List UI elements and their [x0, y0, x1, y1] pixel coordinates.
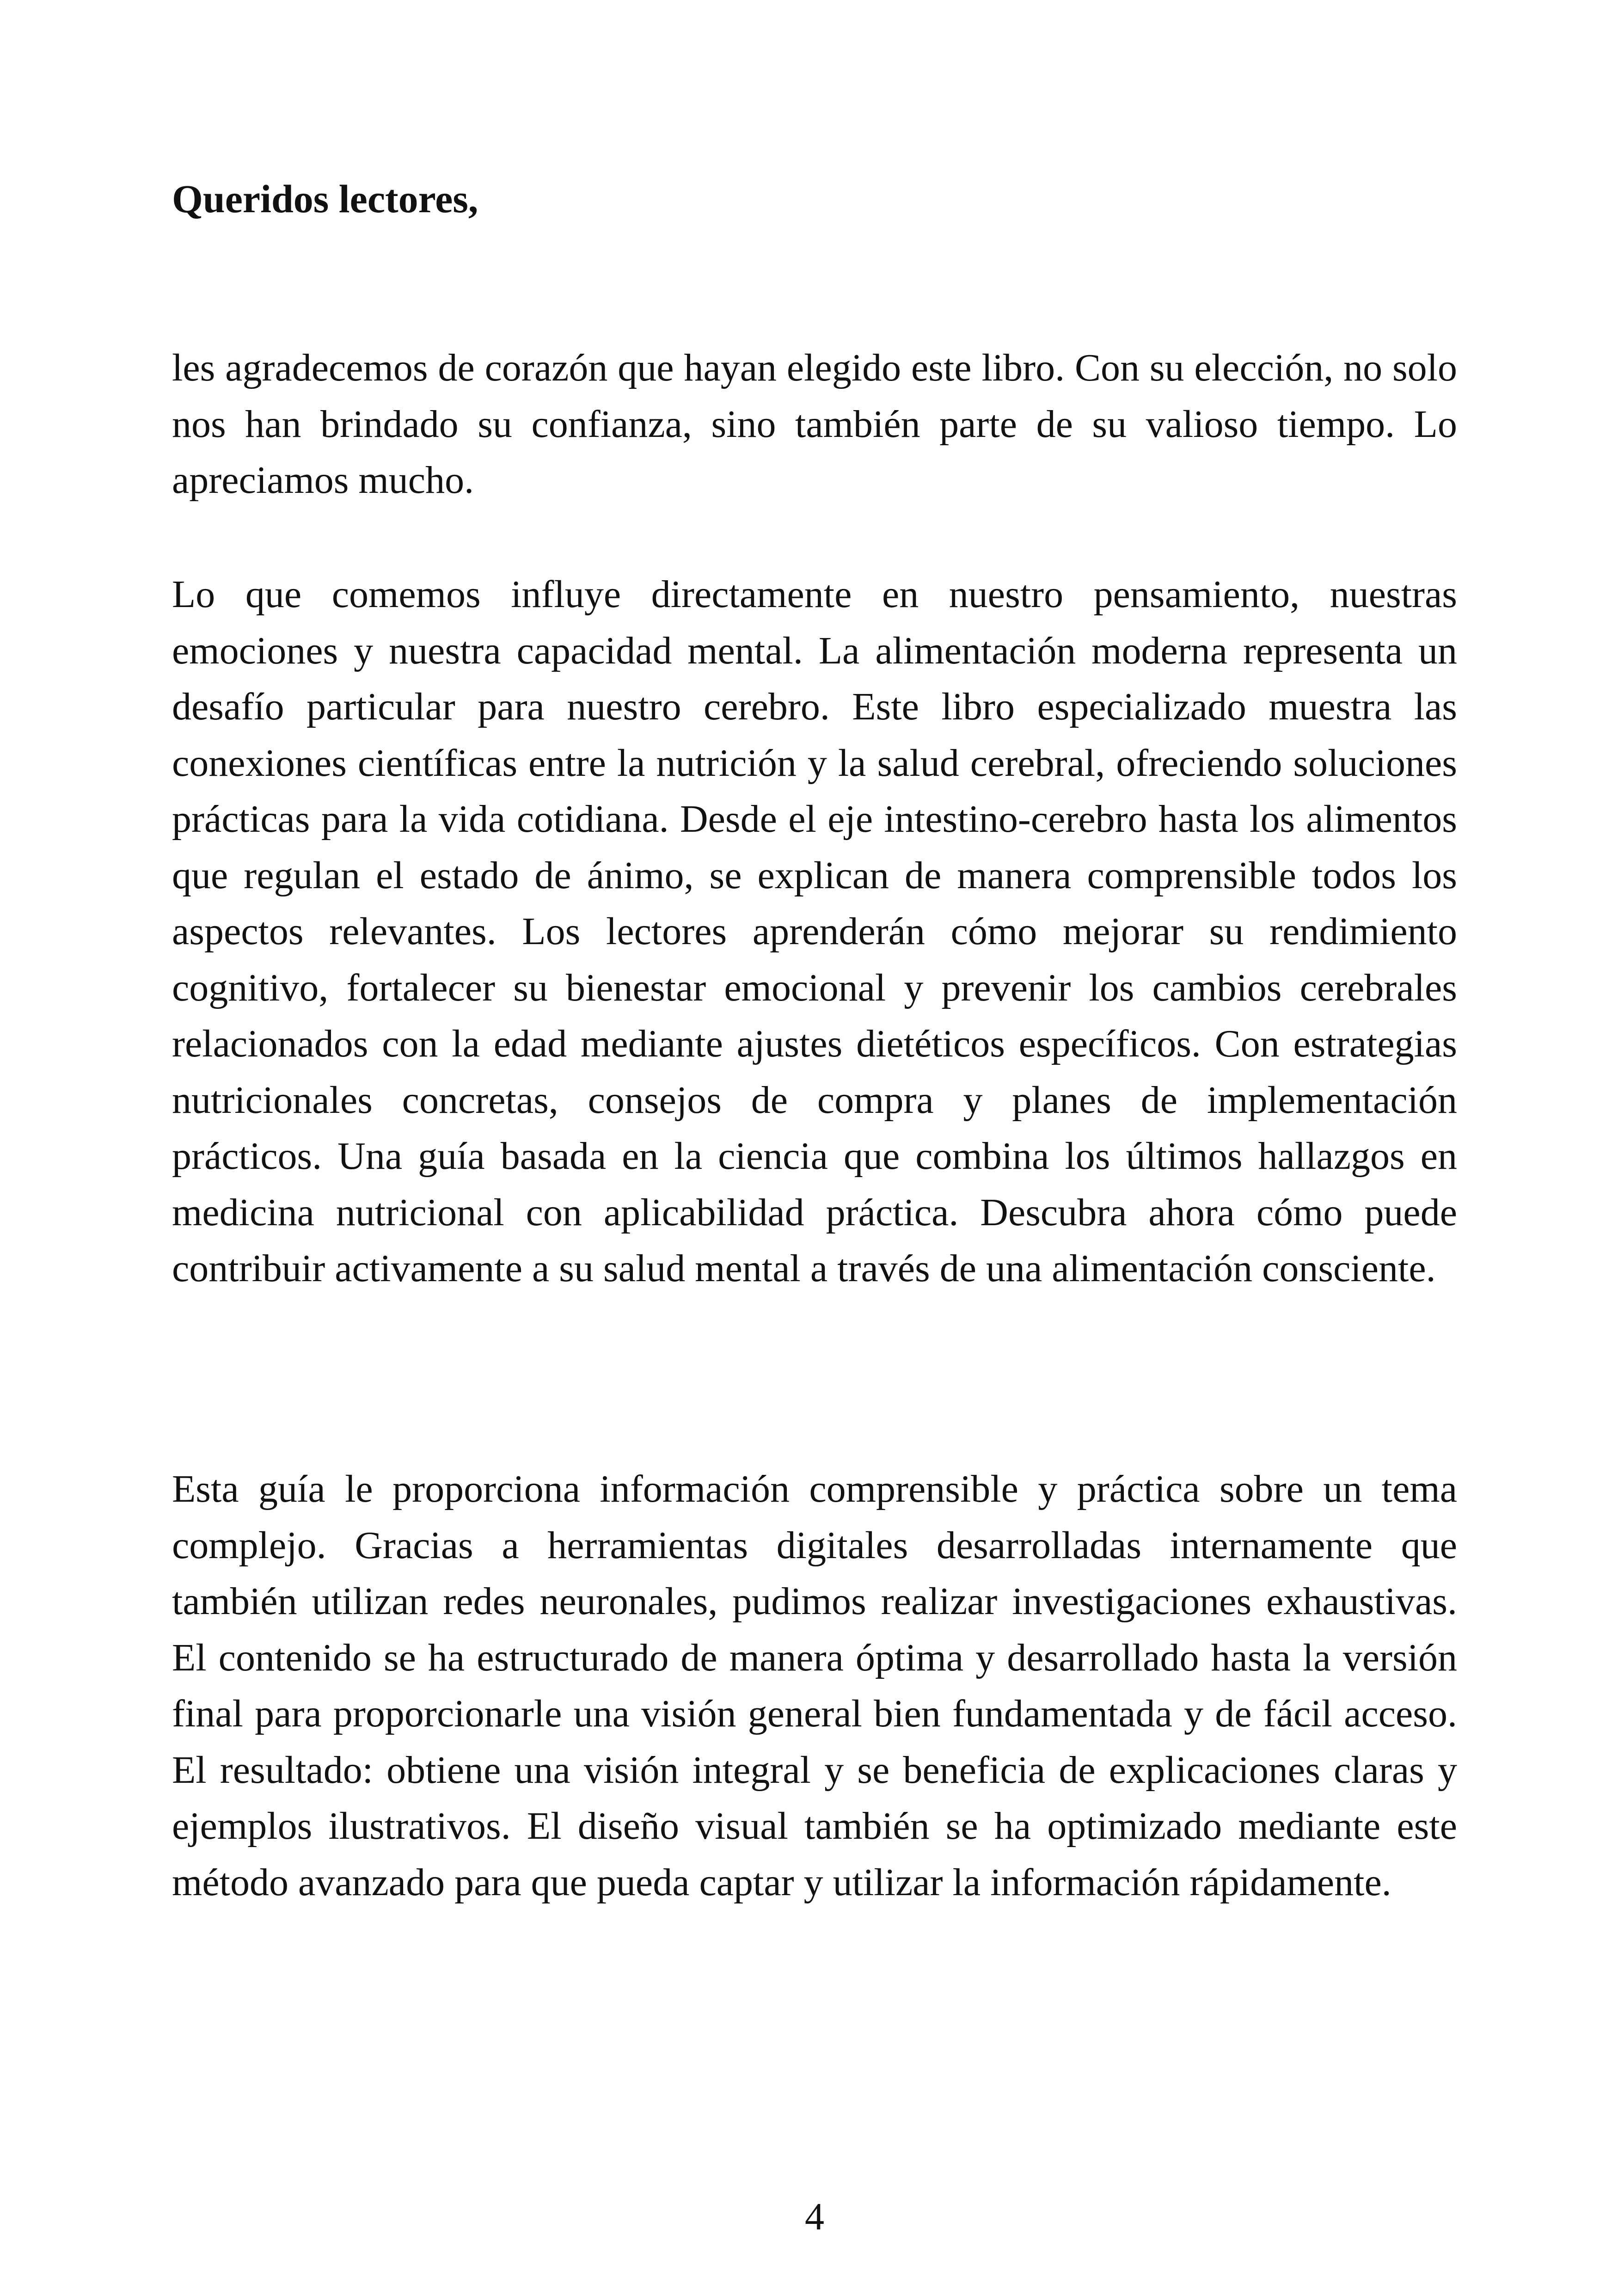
page-number: 4	[805, 2195, 824, 2238]
paragraph-guide-method: Esta guía le proporciona información comprensible y práctica sobre un tema complejo. Gracias a herramientas digitales desarrolladas internamente que también utilizan redes neuronales, pudimos realizar investigaciones exhaustivas. El contenido se ha estructurado de manera óptima y desarrollado hasta la versión final para proporcionarle una visión general bien fundamentada y de fácil acceso. El resultado: obtiene una visión integral y se beneficia de explicaciones claras y ejemplos ilustrativos. El diseño visual también se ha optimizado mediante este método avanzado para que pueda captar y utilizar la información rápidamente.	[172, 1467, 1457, 1904]
document-page	[172, 0, 1457, 2296]
paragraph-book-description: Lo que comemos influye directamente en nuestro pensamiento, nuestras emociones y nuestra capacidad mental. La alimentación moderna representa un desafío particular para nuestro cerebro. Este libro especializado muestra las conexiones científicas entre la nutrición y la salud cerebral, ofreciendo soluciones prácticas para la vida cotidiana. Desde el eje intestino-cerebro hasta los alimentos que regulan el estado de ánimo, se explican de manera comprensible todos los aspectos relevantes. Los lectores aprenderán cómo mejorar su rendimiento cognitivo, fortalecer su bienestar emocional y prevenir los cambios cerebrales relacionados con la edad mediante ajustes dietéticos específicos. Con estrategias nutricionales concretas, consejos de compra y planes de implementación prácticos. Una guía basada en la ciencia que combina los últimos hallazgos en medicina nutricional con aplicabilidad práctica. Descubra ahora cómo puede contribuir activamente a su salud mental a través de una alimentación consciente.	[172, 573, 1457, 1290]
greeting-heading: Queridos lectores,	[172, 177, 478, 221]
paragraph-thanks: les agradecemos de corazón que hayan elegido este libro. Con su elección, no solo nos han brindado su confianza, sino también parte de su valioso tiempo. Lo apreciamos mucho.	[172, 346, 1457, 502]
